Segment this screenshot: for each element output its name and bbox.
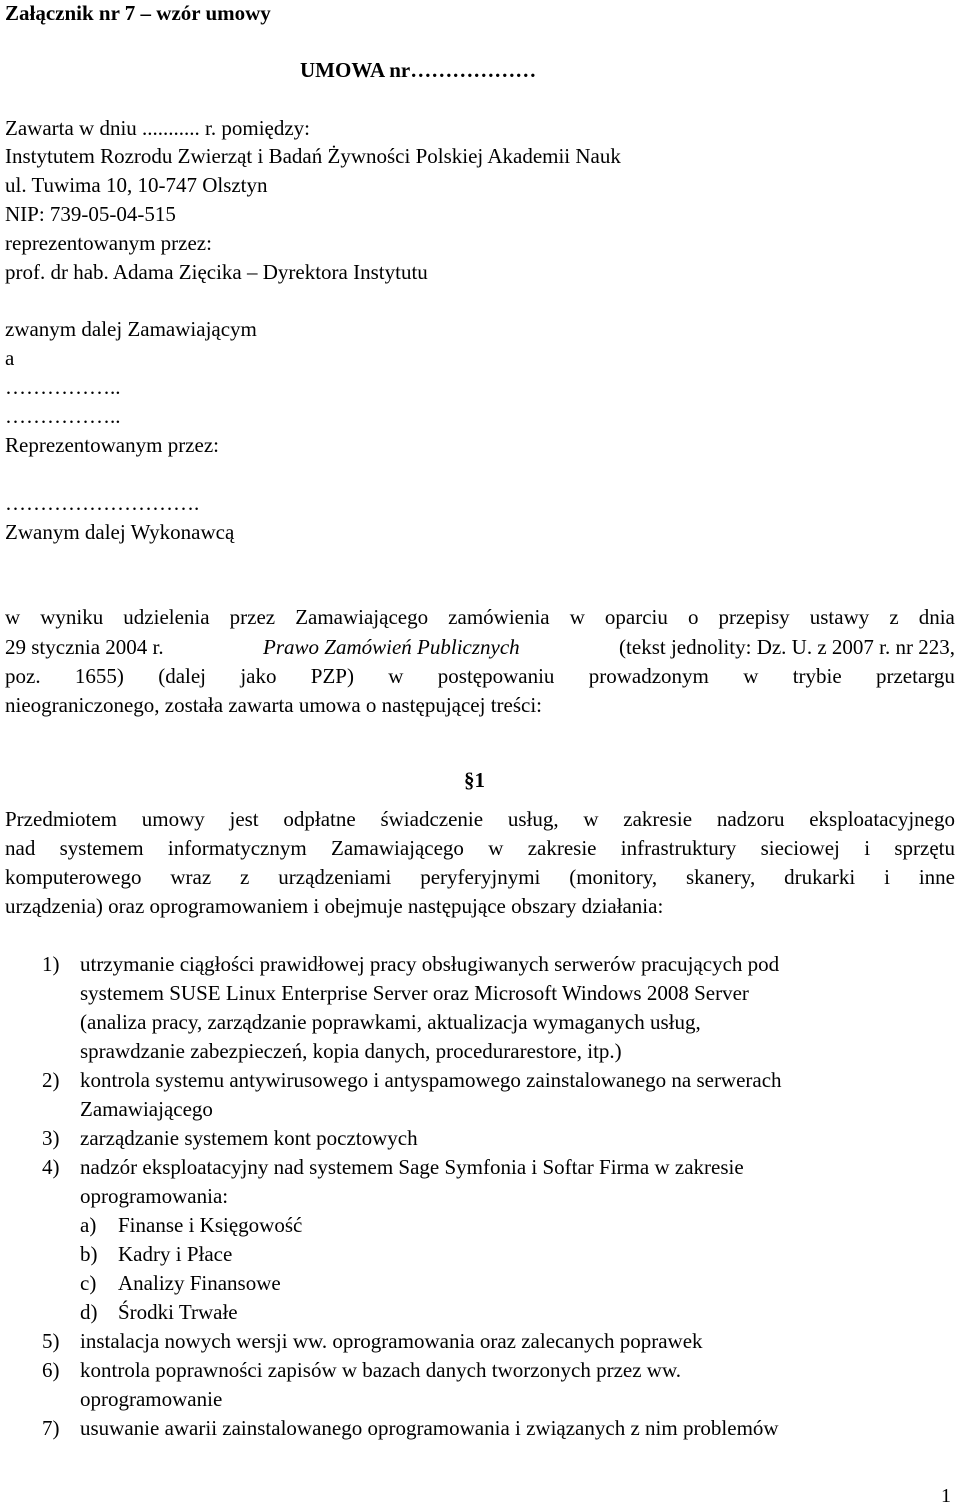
- blank-line-2: ……………..: [5, 404, 121, 428]
- blank-line-1: ……………..: [5, 375, 121, 399]
- section-heading: §1: [464, 768, 485, 792]
- contract-title: UMOWA nr………………: [300, 58, 537, 82]
- list-item-text: nadzór eksploatacyjny nad systemem Sage Symfonia i Softar Firma w zakresie: [80, 1155, 744, 1179]
- list-number: 6): [42, 1358, 60, 1382]
- intro-line-4: nieograniczonego, została zawarta umowa o następującej treści:: [5, 693, 543, 717]
- represented-by: reprezentowanym przez:: [5, 231, 212, 255]
- list-item-text: zarządzanie systemem kont pocztowych: [80, 1126, 418, 1150]
- list-number: 1): [42, 952, 60, 976]
- sublist-text: Kadry i Płace: [118, 1242, 233, 1266]
- sublist-letter: b): [80, 1242, 98, 1266]
- list-item-text: instalacja nowych wersji ww. oprogramowania oraz zalecanych poprawek: [80, 1329, 703, 1353]
- list-item-text: kontrola systemu antywirusowego i antyspamowego zainstalowanego na serwerach: [80, 1068, 782, 1092]
- law-title: Prawo Zamówień Publicznych: [263, 635, 520, 659]
- section-para-line-1: Przedmiotem umowy jest odpłatne świadczenie usług, w zakresie nadzoru eksploatacyjnego: [5, 807, 955, 831]
- represented-by-2: Reprezentowanym przez:: [5, 433, 219, 457]
- sublist-letter: c): [80, 1271, 97, 1295]
- list-number: 7): [42, 1416, 60, 1440]
- sublist-text: Finanse i Księgowość: [118, 1213, 303, 1237]
- list-item-text: kontrola poprawności zapisów w bazach danych tworzonych przez ww.: [80, 1358, 682, 1382]
- institute-nip: NIP: 739-05-04-515: [5, 202, 176, 226]
- list-item-text: (analiza pracy, zarządzanie poprawkami, aktualizacja wymaganych usług,: [80, 1010, 701, 1034]
- list-number: 3): [42, 1126, 60, 1150]
- list-number: 4): [42, 1155, 60, 1179]
- sublist-text: Środki Trwałe: [118, 1300, 238, 1324]
- list-item-text: oprogramowanie: [80, 1387, 223, 1411]
- blank-line-3: ……………………….: [5, 491, 200, 515]
- concluded-line: Zawarta w dniu ........... r. pomiędzy:: [5, 116, 311, 140]
- institute-address: ul. Tuwima 10, 10-747 Olsztyn: [5, 173, 268, 197]
- list-number: 5): [42, 1329, 60, 1353]
- and-line: a: [5, 346, 15, 370]
- called-ordering-party: zwanym dalej Zamawiającym: [5, 317, 257, 341]
- institute-name: Instytutem Rozrodu Zwierząt i Badań Żywności Polskiej Akademii Nauk: [5, 144, 621, 168]
- list-number: 2): [42, 1068, 60, 1092]
- sublist-text: Analizy Finansowe: [118, 1271, 281, 1295]
- list-item-text: systemem SUSE Linux Enterprise Server oraz Microsoft Windows 2008 Server: [80, 981, 749, 1005]
- list-item-text: usuwanie awarii zainstalowanego oprogramowania i związanych z nim problemów: [80, 1416, 779, 1440]
- intro-line-1: w wyniku udzielenia przez Zamawiającego zamówienia w oparciu o przepisy ustawy z dnia: [5, 605, 955, 629]
- sublist-letter: d): [80, 1300, 98, 1324]
- list-item-text: sprawdzanie zabezpieczeń, kopia danych, procedurarestore, itp.): [80, 1039, 622, 1063]
- intro-line-3: poz. 1655) (dalej jako PZP) w postępowaniu prowadzonym w trybie przetargu: [5, 664, 955, 688]
- sublist-letter: a): [80, 1213, 97, 1237]
- list-item-text: oprogramowania:: [80, 1184, 229, 1208]
- section-para-line-3: komputerowego wraz z urządzeniami peryferyjnymi (monitory, skanery, drukarki i inne: [5, 865, 955, 889]
- list-item-text: Zamawiającego: [80, 1097, 213, 1121]
- attachment-label: Załącznik nr 7 – wzór umowy: [5, 1, 271, 25]
- list-item-text: utrzymanie ciągłości prawidłowej pracy obsługiwanych serwerów pracujących pod: [80, 952, 780, 976]
- intro-line-2: 29 stycznia 2004 r. Prawo Zamówień Publicznych (tekst jednolity: Dz. U. z 2007 r. nr 223,: [5, 635, 955, 659]
- called-contractor: Zwanym dalej Wykonawcą: [5, 520, 235, 544]
- section-para-line-2: nad systemem informatycznym Zamawiającego w zakresie infrastruktury sieciowej i sprzętu: [5, 836, 955, 860]
- section-para-line-4: urządzenia) oraz oprogramowaniem i obejmuje następujące obszary działania:: [5, 894, 664, 918]
- page-number: 1: [941, 1485, 951, 1507]
- director-line: prof. dr hab. Adama Zięcika – Dyrektora Instytutu: [5, 260, 428, 284]
